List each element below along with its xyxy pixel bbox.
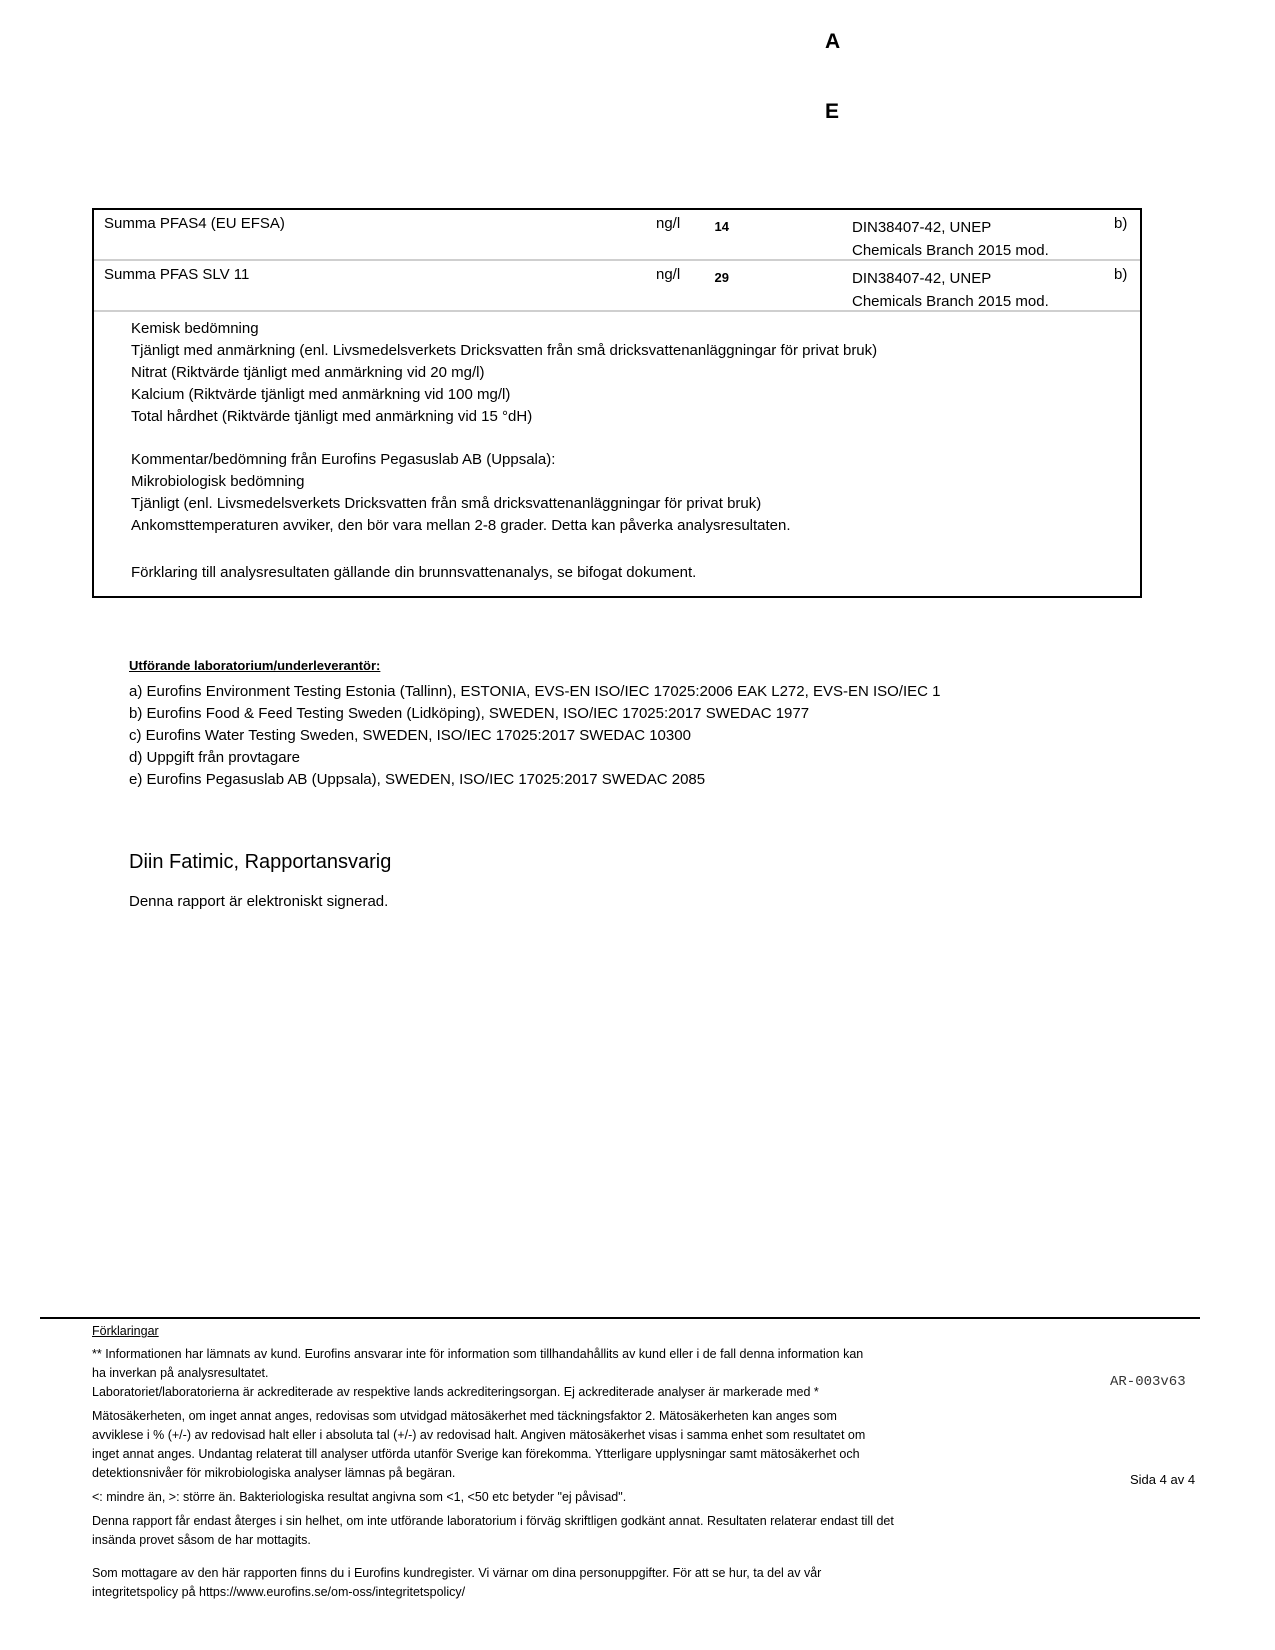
footer-paragraph: [92, 1488, 942, 1507]
list-item: c) Eurofins Water Testing Sweden, SWEDEN, ISO/IEC 17025:2017 SWEDAC 10300: [129, 727, 691, 744]
comment-line: Mikrobiologisk bedömning: [131, 473, 305, 490]
footer-line: avviklese i % (+/-) av redovisad halt eller i absoluta tal (+/-) av redovisad halt. Angiven mätosäkerhet visas i samma enhet som resultatet om: [92, 1428, 866, 1442]
method: [852, 216, 1112, 262]
method-line-2: Chemicals Branch 2015 mod.: [852, 242, 1049, 259]
method-line-1: DIN38407-42, UNEP: [852, 270, 992, 287]
results-table: [92, 208, 1142, 598]
result-value: 29: [714, 270, 729, 285]
footer-paragraph: [92, 1564, 942, 1602]
list-item: a) Eurofins Environment Testing Estonia (Tallinn), ESTONIA, EVS-EN ISO/IEC 17025:2006 EAK L272, EVS-EN ISO/IEC 1: [129, 683, 941, 700]
footer-line: Denna rapport får endast återges i sin helhet, om inte utförande laboratorium i förväg skriftligen godkänt annat. Resultaten relaterar endast till det: [92, 1514, 894, 1528]
result-value: 14: [714, 219, 729, 234]
footer-paragraph: [92, 1345, 942, 1402]
table-row: [94, 261, 1140, 312]
comment-line: Tjänligt (enl. Livsmedelsverkets Dricksvatten från små dricksvattenanläggningar för privat bruk): [131, 495, 762, 512]
footer-line: <: mindre än, >: större än. Bakteriologiska resultat angivna som <1, <50 etc betyder "ej påvisad".: [92, 1490, 627, 1504]
explanation-line: Förklaring till analysresultaten gällande din brunnsvattenanalys, se bifogat dokument.: [131, 564, 697, 581]
comment-line: Total hårdhet (Riktvärde tjänligt med anmärkning vid 15 °dH): [131, 408, 533, 425]
laboratory-heading: Utförande laboratorium/underleverantör:: [129, 658, 381, 673]
comment-line: Kommentar/bedömning från Eurofins Pegasuslab AB (Uppsala):: [131, 451, 556, 468]
comment-line: Nitrat (Riktvärde tjänligt med anmärkning vid 20 mg/l): [131, 364, 485, 381]
footer-title: Förklaringar: [92, 1324, 159, 1338]
comment-line: Ankomsttemperaturen avviker, den bör vara mellan 2-8 grader. Detta kan påverka analysresultaten.: [131, 517, 791, 534]
footer-line: ** Informationen har lämnats av kund. Eurofins ansvarar inte för information som tillhandahållits av kund eller i de fall denna information kan: [92, 1347, 864, 1361]
footer-line: detektionsnivåer för mikrobiologiska analyser lämnas på begäran.: [92, 1466, 456, 1480]
footer-explanations: [92, 1322, 942, 1607]
chem-assessment-heading: Kemisk bedömning: [131, 320, 259, 337]
header-letter-a: A: [825, 30, 841, 53]
footer-line: Laboratoriet/laboratorierna är ackrediterade av respektive lands ackrediteringsorgan. Ej ackrediterade analyser är markerade med *: [92, 1385, 819, 1399]
laboratory-list: [129, 655, 941, 791]
footer-line: integritetspolicy på https://www.eurofins.se/om-oss/integritetspolicy/: [92, 1585, 466, 1599]
method-line-1: DIN38407-42, UNEP: [852, 219, 992, 236]
assessment-comments: [94, 312, 1140, 596]
table-row: [94, 210, 1140, 261]
list-item: d) Uppgift från provtagare: [129, 749, 300, 766]
method: [852, 267, 1112, 313]
footer-line: Mätosäkerheten, om inget annat anges, redovisas som utvidgad mätosäkerhet med täckningsfaktor 2. Mätosäkerheten kan anges som: [92, 1409, 837, 1423]
footer-line: insända provet såsom de har mottagits.: [92, 1533, 311, 1547]
footer-paragraph: [92, 1407, 942, 1483]
signer-name: Diin Fatimic, Rapportansvarig: [129, 851, 392, 873]
parameter-name: Summa PFAS4 (EU EFSA): [104, 215, 285, 232]
footer-paragraph: [92, 1512, 942, 1550]
footer-divider: [40, 1317, 1200, 1319]
footer-line: inget annat anges. Undantag relaterat till analyser utförda utanför Sverige kan förekomma. Ytterligare upplysningar samt mätosäkerhet och: [92, 1447, 860, 1461]
parameter-name: Summa PFAS SLV 11: [104, 266, 250, 283]
header-letter-e: E: [825, 100, 840, 123]
footer-line: Som mottagare av den här rapporten finns du i Eurofins kundregister. Vi värnar om dina personuppgifter. För att se hur, ta del av vår: [92, 1566, 822, 1580]
method-line-2: Chemicals Branch 2015 mod.: [852, 293, 1049, 310]
lab-reference: b): [1114, 215, 1128, 232]
document-code: AR-003v63: [1110, 1374, 1186, 1390]
signature-note: Denna rapport är elektroniskt signerad.: [129, 893, 389, 910]
list-item: e) Eurofins Pegasuslab AB (Uppsala), SWEDEN, ISO/IEC 17025:2017 SWEDAC 2085: [129, 771, 706, 788]
page-number: Sida 4 av 4: [1130, 1472, 1196, 1487]
lab-reference: b): [1114, 266, 1128, 283]
result-unit: ng/l: [656, 215, 681, 232]
comment-line: Kalcium (Riktvärde tjänligt med anmärkning vid 100 mg/l): [131, 386, 511, 403]
footer-line: ha inverkan på analysresultatet.: [92, 1366, 269, 1380]
result-unit: ng/l: [656, 266, 681, 283]
comment-line: Tjänligt med anmärkning (enl. Livsmedelsverkets Dricksvatten från små dricksvattenanläggningar för privat bruk): [131, 342, 878, 359]
list-item: b) Eurofins Food & Feed Testing Sweden (Lidköping), SWEDEN, ISO/IEC 17025:2017 SWEDAC 1977: [129, 705, 810, 722]
